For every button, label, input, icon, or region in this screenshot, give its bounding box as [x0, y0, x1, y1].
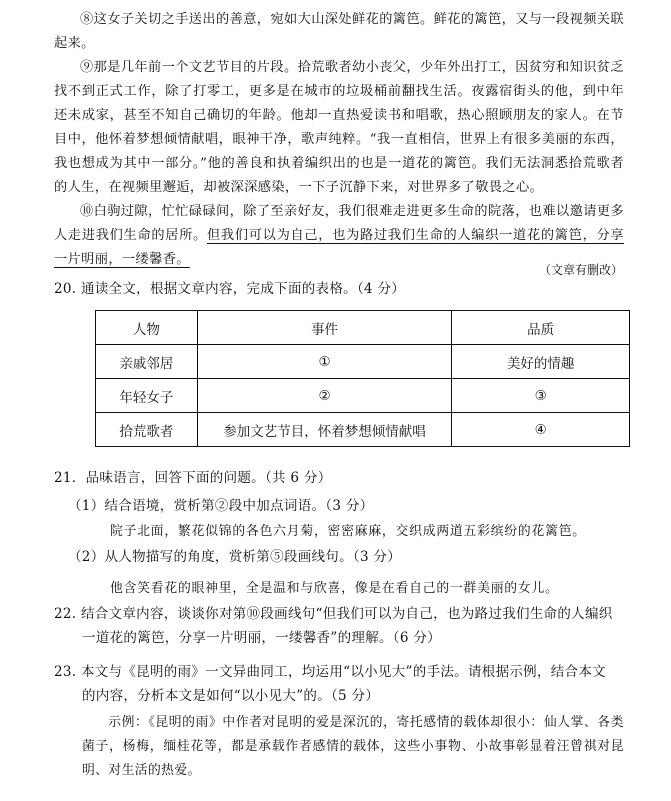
- question-22-line-1: 22. 结合文章内容，谈谈你对第⑩段画线句“但我们可以为自己，也为路过我们生命的人编织: [54, 606, 613, 622]
- table-header-cell: 事件: [197, 311, 452, 345]
- question-21-sub-2: （2）从人物描写的角度，赏析第⑤段画线句。（3 分）: [68, 549, 402, 565]
- table-cell: ②: [197, 379, 452, 413]
- question-22-line-2: 一道花的篱笆，分享一片明丽，一缕馨香”的理解。（6 分）: [82, 630, 441, 646]
- question-21-quote-2: 他含笑看花的眼神里，全是温和与欣喜，像是在看自己的一群美丽的女儿。: [110, 581, 559, 596]
- paragraph-9: [54, 56, 624, 200]
- table-row: [96, 413, 630, 447]
- table-cell: 参加文艺节目，怀着梦想倾情献唱: [197, 413, 452, 447]
- paragraph-10-text: ⑩白驹过隙，忙忙碌碌间，除了至亲好友，我们很难走进更多生命的院落，也难以邀请更多人走进我们生命的居所。: [54, 204, 624, 243]
- table-cell: 拾荒歌者: [96, 413, 198, 447]
- question-21-prompt: 21．品味语言，回答下面的问题。（共 6 分）: [54, 470, 332, 486]
- paragraph-8: [54, 8, 624, 56]
- table-cell: 年轻女子: [96, 379, 198, 413]
- table-cell: ③: [452, 379, 630, 413]
- source-note: （文章有删改）: [538, 263, 623, 277]
- question-23-line-1: 23. 本文与《昆明的雨》一文异曲同工，均运用“以小见大”的手法。请根据示例，结合本文: [54, 664, 606, 680]
- question-23-example-text: 示例：《昆明的雨》中作者对昆明的爱是深沉的，寄托感情的载体却很小：仙人掌、各类菌子，杨梅，缅桂花等，都是承载作者感情的载体，这些小事物、小故事彰显着汪曾祺对昆明、对生活的热爱。: [82, 715, 624, 778]
- table-cell: ①: [197, 345, 452, 379]
- table-header-row: [96, 311, 630, 345]
- table-row: [96, 345, 630, 379]
- paragraph-8-text: ⑧这女子关切之手送出的善意，宛如大山深处鲜花的篱笆。鲜花的篱笆，又与一段视频关联起来。: [54, 12, 624, 51]
- table-cell: 亲戚邻居: [96, 345, 198, 379]
- paragraph-10-underlined-sentence: 但我们可以为自己，也为路过我们生命的人编织一道花的篱笆，分享一片明丽，一缕馨香。: [54, 228, 624, 267]
- question-21-quote-1: 院子北面，繁花似锦的各色六月菊，密密麻麻，交织成两道五彩缤纷的花篱笆。: [110, 524, 586, 539]
- question-20-prompt: 20. 通读全文，根据文章内容，完成下面的表格。（4 分）: [54, 281, 406, 297]
- question-23-line-2: 的内容，分析本文是如何“以小见大”的。（5 分）: [82, 688, 380, 704]
- paragraph-9-text: ⑨那是几年前一个文艺节目的片段。拾荒歌者幼小丧父，少年外出打工，因贫穷和知识贫乏找不到正式工作，除了打零工，更多是在城市的垃圾桶前翻找生活。夜露宿街头的他，到中年还未成家，甚至不知自己确切的年龄。他却一直热爱读书和唱歌，热心照顾朋友的家人。在节目中，他怀着梦想倾情献唱，眼神干净，歌声纯粹。“我一直相信，世界上有很多美丽的东西，我也想成为其中一部分。”他的善良和执着编织出的也是一道花的篱笆。我们无法洞悉拾荒歌者的人生，在视频里邂逅，却被深深感染，一下子沉静下来，对世界多了敬畏之心。: [54, 60, 624, 195]
- question-20-table: [95, 310, 630, 447]
- table-header-cell: 人物: [96, 311, 198, 345]
- question-21-sub-1: （1）结合语境，赏析第②段中加点词语。（3 分）: [68, 498, 374, 514]
- question-23-example: [82, 711, 624, 783]
- table-cell: 美好的情趣: [452, 345, 630, 379]
- table-cell: ④: [452, 413, 630, 447]
- table-header-cell: 品质: [452, 311, 630, 345]
- table-row: [96, 379, 630, 413]
